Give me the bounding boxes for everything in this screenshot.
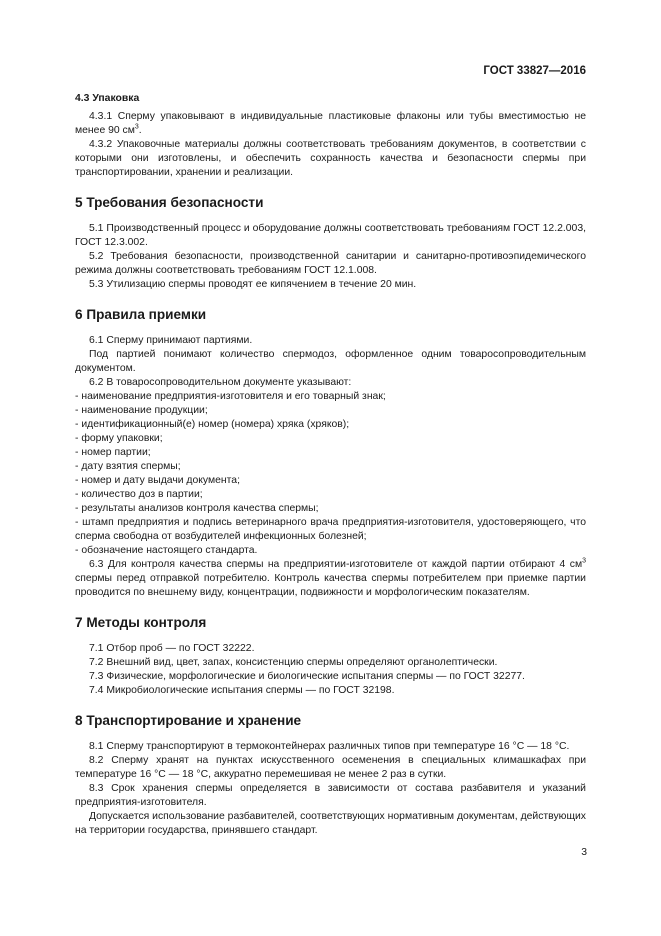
list-item: - номер партии; (75, 447, 151, 458)
list-item: - идентификационный(е) номер (номера) хряка (хряков); (75, 419, 350, 430)
paragraph-8-1: 8.1 Сперму транспортируют в термоконтейнерах различных типов при температуре 16 °С — 18 °С. (89, 741, 570, 752)
document-id-header: ГОСТ 33827—2016 (483, 65, 586, 77)
paragraph-5-3: 5.3 Утилизацию спермы проводят ее кипячением в течение 20 мин. (89, 279, 417, 290)
page-number: 3 (581, 847, 587, 858)
document-fields-list (75, 390, 586, 558)
paragraph-4-3-1 (75, 110, 586, 138)
paragraph-8-2: 8.2 Сперму хранят на пунктах искусственного осеменения в специальных климашкафах при температуре 16 °С — 18 °С, аккуратно перемешивая не менее 2 раз в сутки. (75, 755, 586, 780)
document-body (75, 92, 586, 838)
list-item: - наименование продукции; (75, 405, 208, 416)
paragraph-7-4: 7.4 Микробиологические испытания спермы — по ГОСТ 32198. (89, 685, 395, 696)
superscript-cubic: 3 (134, 123, 139, 131)
paragraph-6-1-def: Под партией понимают количество спермодоз, оформленное одним товаросопроводительным документом. (75, 349, 586, 374)
paragraph-4-3-1-text: 4.3.1 Сперму упаковывают в индивидуальные пластиковые флаконы или тубы вместимостью не менее 90 см (75, 111, 586, 136)
paragraph-8-3: 8.3 Срок хранения спермы определяется в зависимости от состава разбавителя и указаний предприятия-изготовителя. (75, 783, 586, 808)
paragraph-4-3-1-end: . (138, 125, 142, 136)
paragraph-5-2: 5.2 Требования безопасности, производственной санитарии и санитарно-противоэпидемического режима должны соответствовать требованиям ГОСТ 12.1.008. (75, 251, 586, 276)
list-item: - результаты анализов контроля качества спермы; (75, 503, 319, 514)
paragraph-6-2: 6.2 В товаросопроводительном документе указывают: (89, 377, 352, 388)
list-item: - дату взятия спермы; (75, 461, 181, 472)
list-item: - форму упаковки; (75, 433, 163, 444)
list-item: - обозначение настоящего стандарта. (75, 545, 258, 556)
section-title-6: 6 Правила приемки (75, 307, 207, 322)
paragraph-5-1: 5.1 Производственный процесс и оборудование должны соответствовать требованиям ГОСТ 12.2.003, ГОСТ 12.3.002. (75, 223, 586, 248)
subsection-title-4-3: 4.3 Упаковка (75, 93, 140, 104)
list-item: - штамп предприятия и подпись ветеринарного врача предприятия-изготовителя, удостоверяющего, что сперма свободна от возбудителей инфекционных болезней; (75, 517, 586, 542)
paragraph-7-2: 7.2 Внешний вид, цвет, запах, консистенцию спермы определяют органолептически. (89, 657, 498, 668)
section-title-7: 7 Методы контроля (75, 615, 207, 630)
paragraph-4-3-2: 4.3.2 Упаковочные материалы должны соответствовать требованиям документов, в соответствии с которыми они изготовлены, и обеспечить сохранность качества и безопасности спермы при транспортировании, хранении и реализации. (75, 139, 586, 178)
paragraph-6-1: 6.1 Сперму принимают партиями. (89, 335, 253, 346)
section-title-8: 8 Транспортирование и хранение (75, 713, 302, 728)
superscript-cubic: 3 (582, 557, 586, 565)
paragraph-6-3-text: 6.3 Для контроля качества спермы на предприятии-изготовителе от каждой партии отбирают 4 см (89, 559, 583, 570)
paragraph-6-3 (75, 558, 586, 600)
paragraph-8-allowance: Допускается использование разбавителей, соответствующих нормативным документам, действующих на территории государства, принявшего стандарт. (75, 811, 586, 836)
section-title-5: 5 Требования безопасности (75, 195, 264, 210)
list-item: - количество доз в партии; (75, 489, 203, 500)
paragraph-6-3-cont: спермы перед отправкой потребителю. Контроль качества спермы потребителем при приемке партии проводится по внешнему виду, концентрации, подвижности и морфологическим показателям. (75, 573, 586, 598)
list-item: - номер и дату выдачи документа; (75, 475, 240, 486)
paragraph-7-1: 7.1 Отбор проб — по ГОСТ 32222. (89, 643, 255, 654)
list-item: - наименование предприятия-изготовителя и его товарный знак; (75, 391, 386, 402)
paragraph-7-3: 7.3 Физические, морфологические и биологические испытания спермы — по ГОСТ 32277. (89, 671, 525, 682)
